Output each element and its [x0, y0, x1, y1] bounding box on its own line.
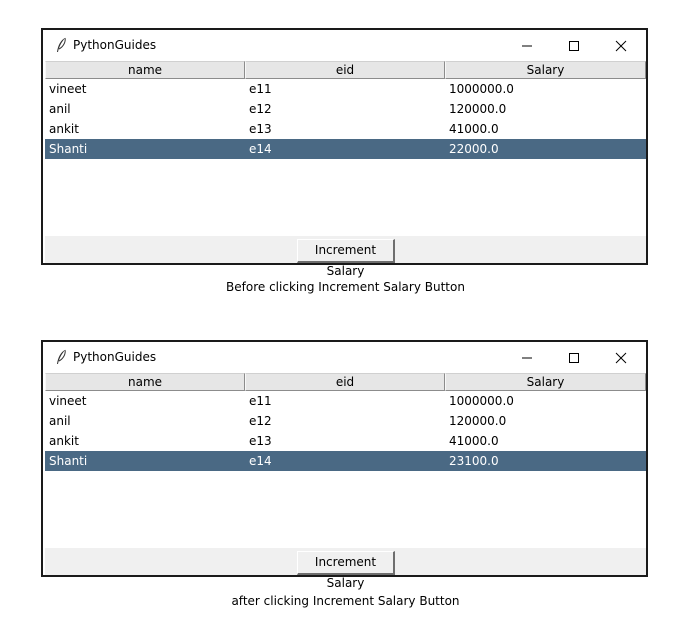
cell-salary: 120000.0 — [449, 102, 507, 116]
cell-name: Shanti — [49, 454, 88, 468]
increment-salary-button[interactable]: Increment Salary — [297, 239, 395, 263]
table-row[interactable] — [45, 391, 646, 411]
cell-eid: e14 — [249, 454, 272, 468]
table-row[interactable] — [45, 431, 646, 451]
cell-eid: e13 — [249, 434, 272, 448]
title-bar[interactable] — [43, 342, 646, 373]
table-row[interactable] — [45, 79, 646, 99]
table-row-selected[interactable] — [45, 451, 646, 471]
cell-name: vineet — [49, 394, 87, 408]
table-row[interactable] — [45, 411, 646, 431]
cell-name: anil — [49, 102, 71, 116]
cell-name: ankit — [49, 122, 79, 136]
cell-name: ankit — [49, 434, 79, 448]
column-header-salary[interactable]: Salary — [445, 61, 646, 79]
window-title: PythonGuides — [73, 38, 157, 52]
cell-salary: 23100.0 — [449, 454, 499, 468]
cell-eid: e13 — [249, 122, 272, 136]
app-window-before — [41, 28, 648, 278]
treeview-header — [45, 373, 646, 391]
feather-icon — [55, 37, 67, 53]
cell-salary: 1000000.0 — [449, 82, 514, 96]
close-button[interactable] — [598, 342, 644, 373]
treeview[interactable] — [45, 373, 646, 548]
caption-after: after clicking Increment Salary Button — [231, 594, 460, 608]
cell-salary: 41000.0 — [449, 434, 499, 448]
minimize-icon — [521, 352, 533, 364]
window-title: PythonGuides — [73, 350, 157, 364]
increment-salary-button[interactable]: Increment Salary — [297, 551, 395, 575]
close-icon — [615, 352, 627, 364]
cell-eid: e11 — [249, 82, 272, 96]
cell-salary: 22000.0 — [449, 142, 499, 156]
maximize-icon — [568, 40, 580, 52]
column-header-name[interactable]: name — [45, 61, 245, 79]
title-bar[interactable] — [43, 30, 646, 61]
cell-name: vineet — [49, 82, 87, 96]
minimize-button[interactable] — [504, 342, 550, 373]
cell-name: anil — [49, 414, 71, 428]
minimize-button[interactable] — [504, 30, 550, 61]
maximize-button[interactable] — [551, 342, 597, 373]
column-header-eid[interactable]: eid — [245, 61, 445, 79]
close-icon — [615, 40, 627, 52]
maximize-button[interactable] — [551, 30, 597, 61]
column-header-eid[interactable]: eid — [245, 373, 445, 391]
feather-icon — [55, 349, 67, 365]
column-header-name[interactable]: name — [45, 373, 245, 391]
treeview-header — [45, 61, 646, 79]
maximize-icon — [568, 352, 580, 364]
button-bar — [45, 236, 646, 278]
close-button[interactable] — [598, 30, 644, 61]
cell-eid: e12 — [249, 102, 272, 116]
cell-eid: e11 — [249, 394, 272, 408]
cell-salary: 1000000.0 — [449, 394, 514, 408]
caption-before: Before clicking Increment Salary Button — [226, 280, 465, 294]
table-row[interactable] — [45, 119, 646, 139]
table-row[interactable] — [45, 99, 646, 119]
cell-salary: 120000.0 — [449, 414, 507, 428]
cell-eid: e12 — [249, 414, 272, 428]
minimize-icon — [521, 40, 533, 52]
cell-salary: 41000.0 — [449, 122, 499, 136]
column-header-salary[interactable]: Salary — [445, 373, 646, 391]
cell-name: Shanti — [49, 142, 88, 156]
table-row-selected[interactable] — [45, 139, 646, 159]
cell-eid: e14 — [249, 142, 272, 156]
button-bar — [45, 548, 646, 590]
app-window-after — [41, 340, 648, 590]
treeview[interactable] — [45, 61, 646, 236]
